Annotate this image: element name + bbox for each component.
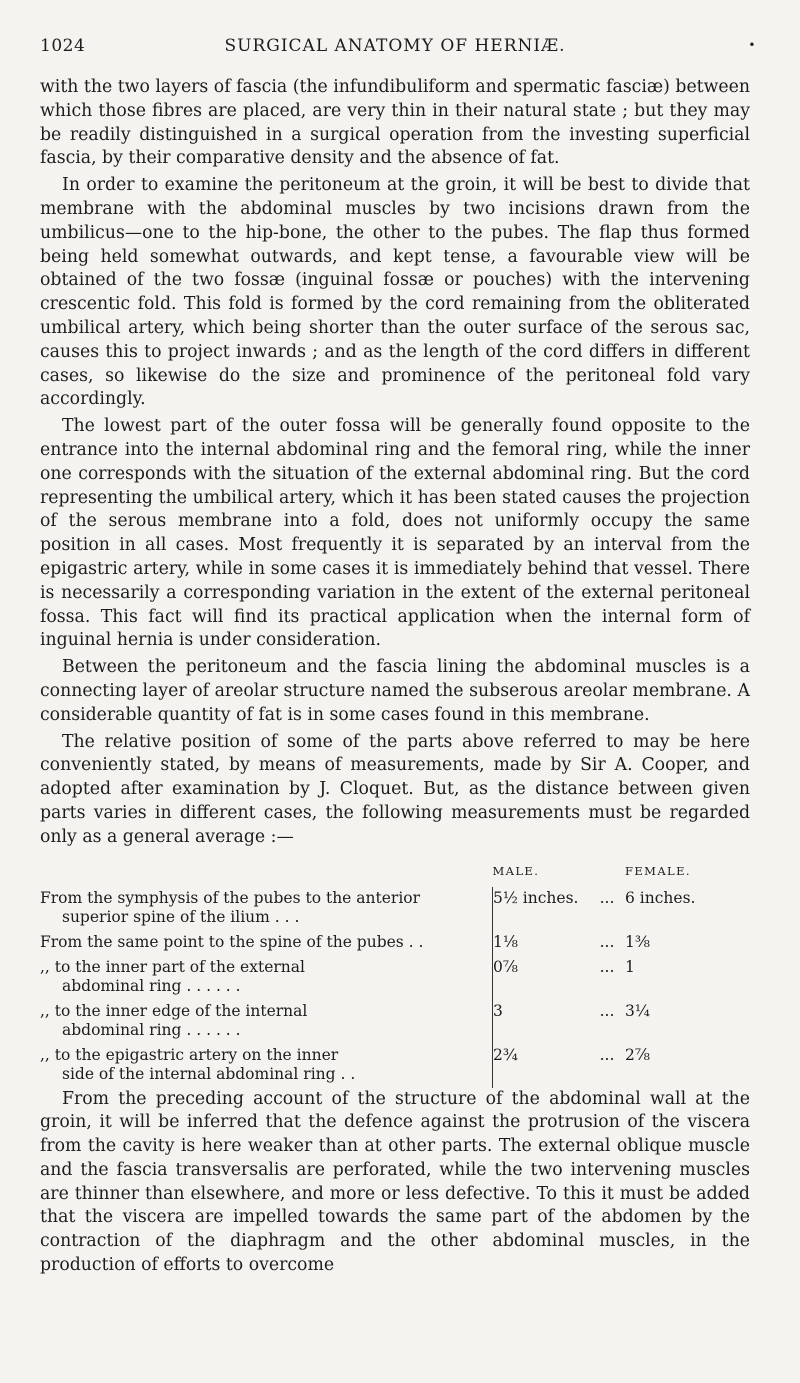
- paragraph-subserous: Between the peritoneum and the fascia lining the abdominal muscles is a connecting layer of areolar structure named the subserous areolar membrane. A considerable quantity of fat is in some cases found in this membrane.: [40, 657, 750, 725]
- female-value: 2⅞: [625, 1045, 650, 1064]
- measurement-row: [40, 956, 750, 1000]
- measurement-line-1: From the symphysis of the pubes to the anterior: [40, 888, 421, 907]
- female-value: 1⅜: [625, 932, 650, 951]
- male-value: 0⅞: [493, 956, 590, 1000]
- measurement-line-1: From the same point to the spine of the pubes . .: [40, 932, 424, 951]
- measurement-row: [40, 887, 750, 931]
- male-value: 3: [493, 1000, 590, 1044]
- measurement-line-2: side of the internal abdominal ring . .: [62, 1064, 356, 1083]
- leader-dots: ...: [599, 888, 615, 907]
- measurement-row: [40, 1000, 750, 1044]
- female-value: 6 inches.: [625, 888, 696, 907]
- measurement-description: [40, 1044, 493, 1088]
- measurement-line-1: ,, to the inner part of the external: [40, 957, 305, 976]
- male-value: 2¾: [493, 1044, 590, 1088]
- page-mark: •: [748, 38, 756, 52]
- measurement-line-1: ,, to the inner edge of the internal: [40, 1001, 308, 1020]
- female-column-header: FEMALE.: [625, 863, 691, 878]
- body-text: [40, 76, 750, 1278]
- measurement-line-2: abdominal ring . . . . . .: [62, 976, 241, 995]
- paragraph-continuation: with the two layers of fascia (the infundibuliform and spermatic fasciæ) between which those fibres are placed, are very thin in their natural state ; but they may be readily distinguished in a surgical operation from the investing superficial fascia, by their comparative density and the absence of fat.: [40, 77, 750, 169]
- measurement-description: [40, 887, 493, 931]
- paragraph-outer-fossa: The lowest part of the outer fossa will be generally found opposite to the entrance into the internal abdominal ring and the femoral ring, while the inner one corresponds with the situation of the external abdominal ring. But the cord representing the umbilical artery, which it has been stated causes the projection of the serous membrane into a fold, does not uniformly occupy the same position in all cases. Most frequently it is separated by an interval from the epigastric artery, while in some cases it is immediately behind that vessel. There is necessarily a corresponding variation in the extent of the external peritoneal fossa. This fact will find its practical application when the internal form of inguinal hernia is under consideration.: [40, 416, 750, 651]
- measurement-description: [40, 956, 493, 1000]
- measurements-table: [40, 862, 750, 1088]
- leader-dots: ...: [599, 932, 615, 951]
- paragraph-measurements-intro: The relative position of some of the parts above referred to may be here conveniently stated, by means of measurements, made by Sir A. Cooper, and adopted after examination by J. Cloquet. But, as the distance between given parts varies in different cases, the following measurements must be regarded only as a general average :—: [40, 731, 750, 847]
- paragraph-peritoneum: In order to examine the peritoneum at the groin, it will be best to divide that membrane with the abdominal muscles by two incisions drawn from the umbilicus—one to the hip-bone, the other to the pubes. The flap thus formed being held somewhat outwards, and kept tense, a favourable view will be obtained of the two fossæ (inguinal fossæ or pouches) with the intervening crescentic fold. This fold is formed by the cord remaining from the obliterated umbilical artery, which being shorter than the outer surface of the serous sac, causes this to project inwards ; and as the length of the cord differs in different cases, so likewise do the size and prominence of the peritoneal fold vary accordingly.: [40, 175, 750, 410]
- measurement-line-2: superior spine of the ilium . . .: [62, 907, 300, 926]
- measurement-description: [40, 931, 493, 956]
- measurement-row: [40, 931, 750, 956]
- measurement-description: [40, 1000, 493, 1044]
- male-value: 5½ inches.: [493, 887, 590, 931]
- measurement-line-1: ,, to the epigastric artery on the inner: [40, 1045, 339, 1064]
- female-value: 1: [625, 957, 635, 976]
- female-value: 3¼: [625, 1001, 650, 1020]
- male-column-header: MALE.: [492, 863, 540, 878]
- leader-dots: ...: [599, 1001, 615, 1020]
- male-value: 1⅛: [493, 931, 590, 956]
- leader-dots: ...: [599, 957, 615, 976]
- measurements-header-row: [40, 862, 750, 887]
- measurement-line-2: abdominal ring . . . . . .: [62, 1020, 241, 1039]
- paragraph-defence: From the preceding account of the structure of the abdominal wall at the groin, it will be inferred that the defence against the protrusion of the viscera from the cavity is here weaker than at other parts. The external oblique muscle and the fascia transversalis are perforated, while the two intervening muscles are thinner than elsewhere, and more or less defective. To this it must be added that the viscera are impelled towards the same part of the abdomen by the contraction of the diaphragm and the other abdominal muscles, in the production of efforts to overcome: [40, 1088, 750, 1276]
- measurement-row: [40, 1044, 750, 1088]
- page-header: [40, 36, 756, 66]
- leader-dots: ...: [599, 1045, 615, 1064]
- page-number: 1024: [40, 36, 86, 56]
- running-title: SURGICAL ANATOMY OF HERNIÆ.: [224, 36, 566, 56]
